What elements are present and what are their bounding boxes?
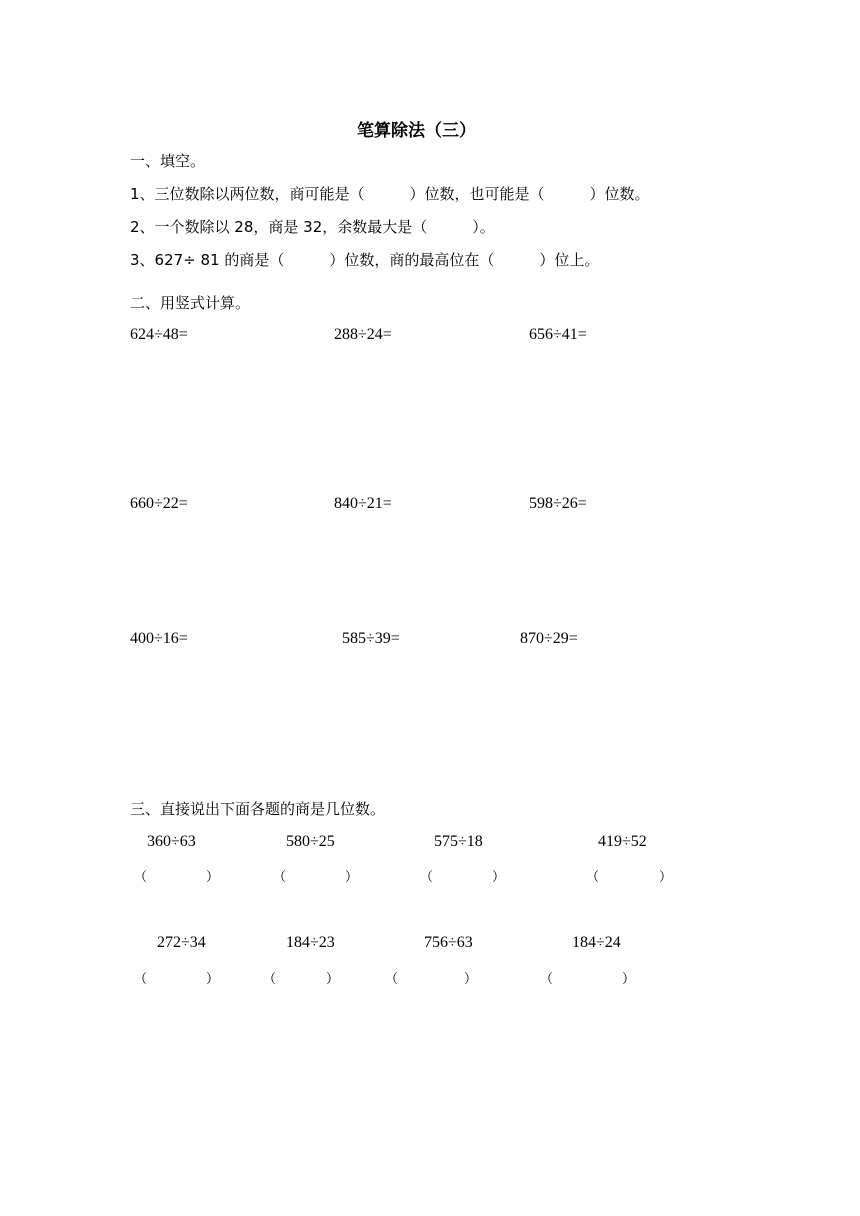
answer-open: （ xyxy=(385,972,399,987)
answer-close: ） xyxy=(326,972,340,987)
digit-problem: 419÷52 xyxy=(598,833,647,850)
calc-problem: 400÷16= xyxy=(130,630,188,647)
answer-close: ） xyxy=(492,870,506,885)
answer-open: （ xyxy=(540,972,554,987)
calc-problem: 656÷41= xyxy=(529,326,587,343)
answer-open: （ xyxy=(134,972,148,987)
answer-close: ） xyxy=(345,870,359,885)
answer-open: （ xyxy=(420,870,434,885)
digit-problem: 360÷63 xyxy=(147,833,196,850)
answer-open: （ xyxy=(263,972,277,987)
calc-problem: 840÷21= xyxy=(334,495,392,512)
section3-heading: 三、直接说出下面各题的商是几位数。 xyxy=(130,800,386,818)
calc-problem: 585÷39= xyxy=(342,630,400,647)
answer-close: ） xyxy=(659,870,673,885)
digit-problem: 184÷24 xyxy=(572,934,621,951)
calc-problem: 870÷29= xyxy=(520,630,578,647)
question-1: 1、三位数除以两位数，商可能是（ ）位数，也可能是（ ）位数。 xyxy=(130,185,650,203)
digit-problem: 575÷18 xyxy=(434,833,483,850)
digit-problem: 756÷63 xyxy=(424,934,473,951)
answer-close: ） xyxy=(464,972,478,987)
calc-problem: 624÷48= xyxy=(130,326,188,343)
calc-problem: 598÷26= xyxy=(529,495,587,512)
question-2: 2、一个数除以 28，商是 32，余数最大是（ ）。 xyxy=(130,218,495,236)
calc-problem: 288÷24= xyxy=(334,326,392,343)
answer-open: （ xyxy=(134,870,148,885)
section1-heading: 一、填空。 xyxy=(130,152,206,170)
digit-problem: 272÷34 xyxy=(157,934,206,951)
digit-problem: 184÷23 xyxy=(286,934,335,951)
answer-open: （ xyxy=(273,870,287,885)
answer-open: （ xyxy=(586,870,600,885)
answer-close: ） xyxy=(622,972,636,987)
answer-close: ） xyxy=(206,972,220,987)
calc-problem: 660÷22= xyxy=(130,495,188,512)
page-title: 笔算除法（三） xyxy=(357,121,476,141)
answer-close: ） xyxy=(206,870,220,885)
section2-heading: 二、用竖式计算。 xyxy=(130,294,251,312)
digit-problem: 580÷25 xyxy=(286,833,335,850)
question-3: 3、627÷ 81 的商是（ ）位数，商的最高位在（ ）位上。 xyxy=(130,251,600,269)
